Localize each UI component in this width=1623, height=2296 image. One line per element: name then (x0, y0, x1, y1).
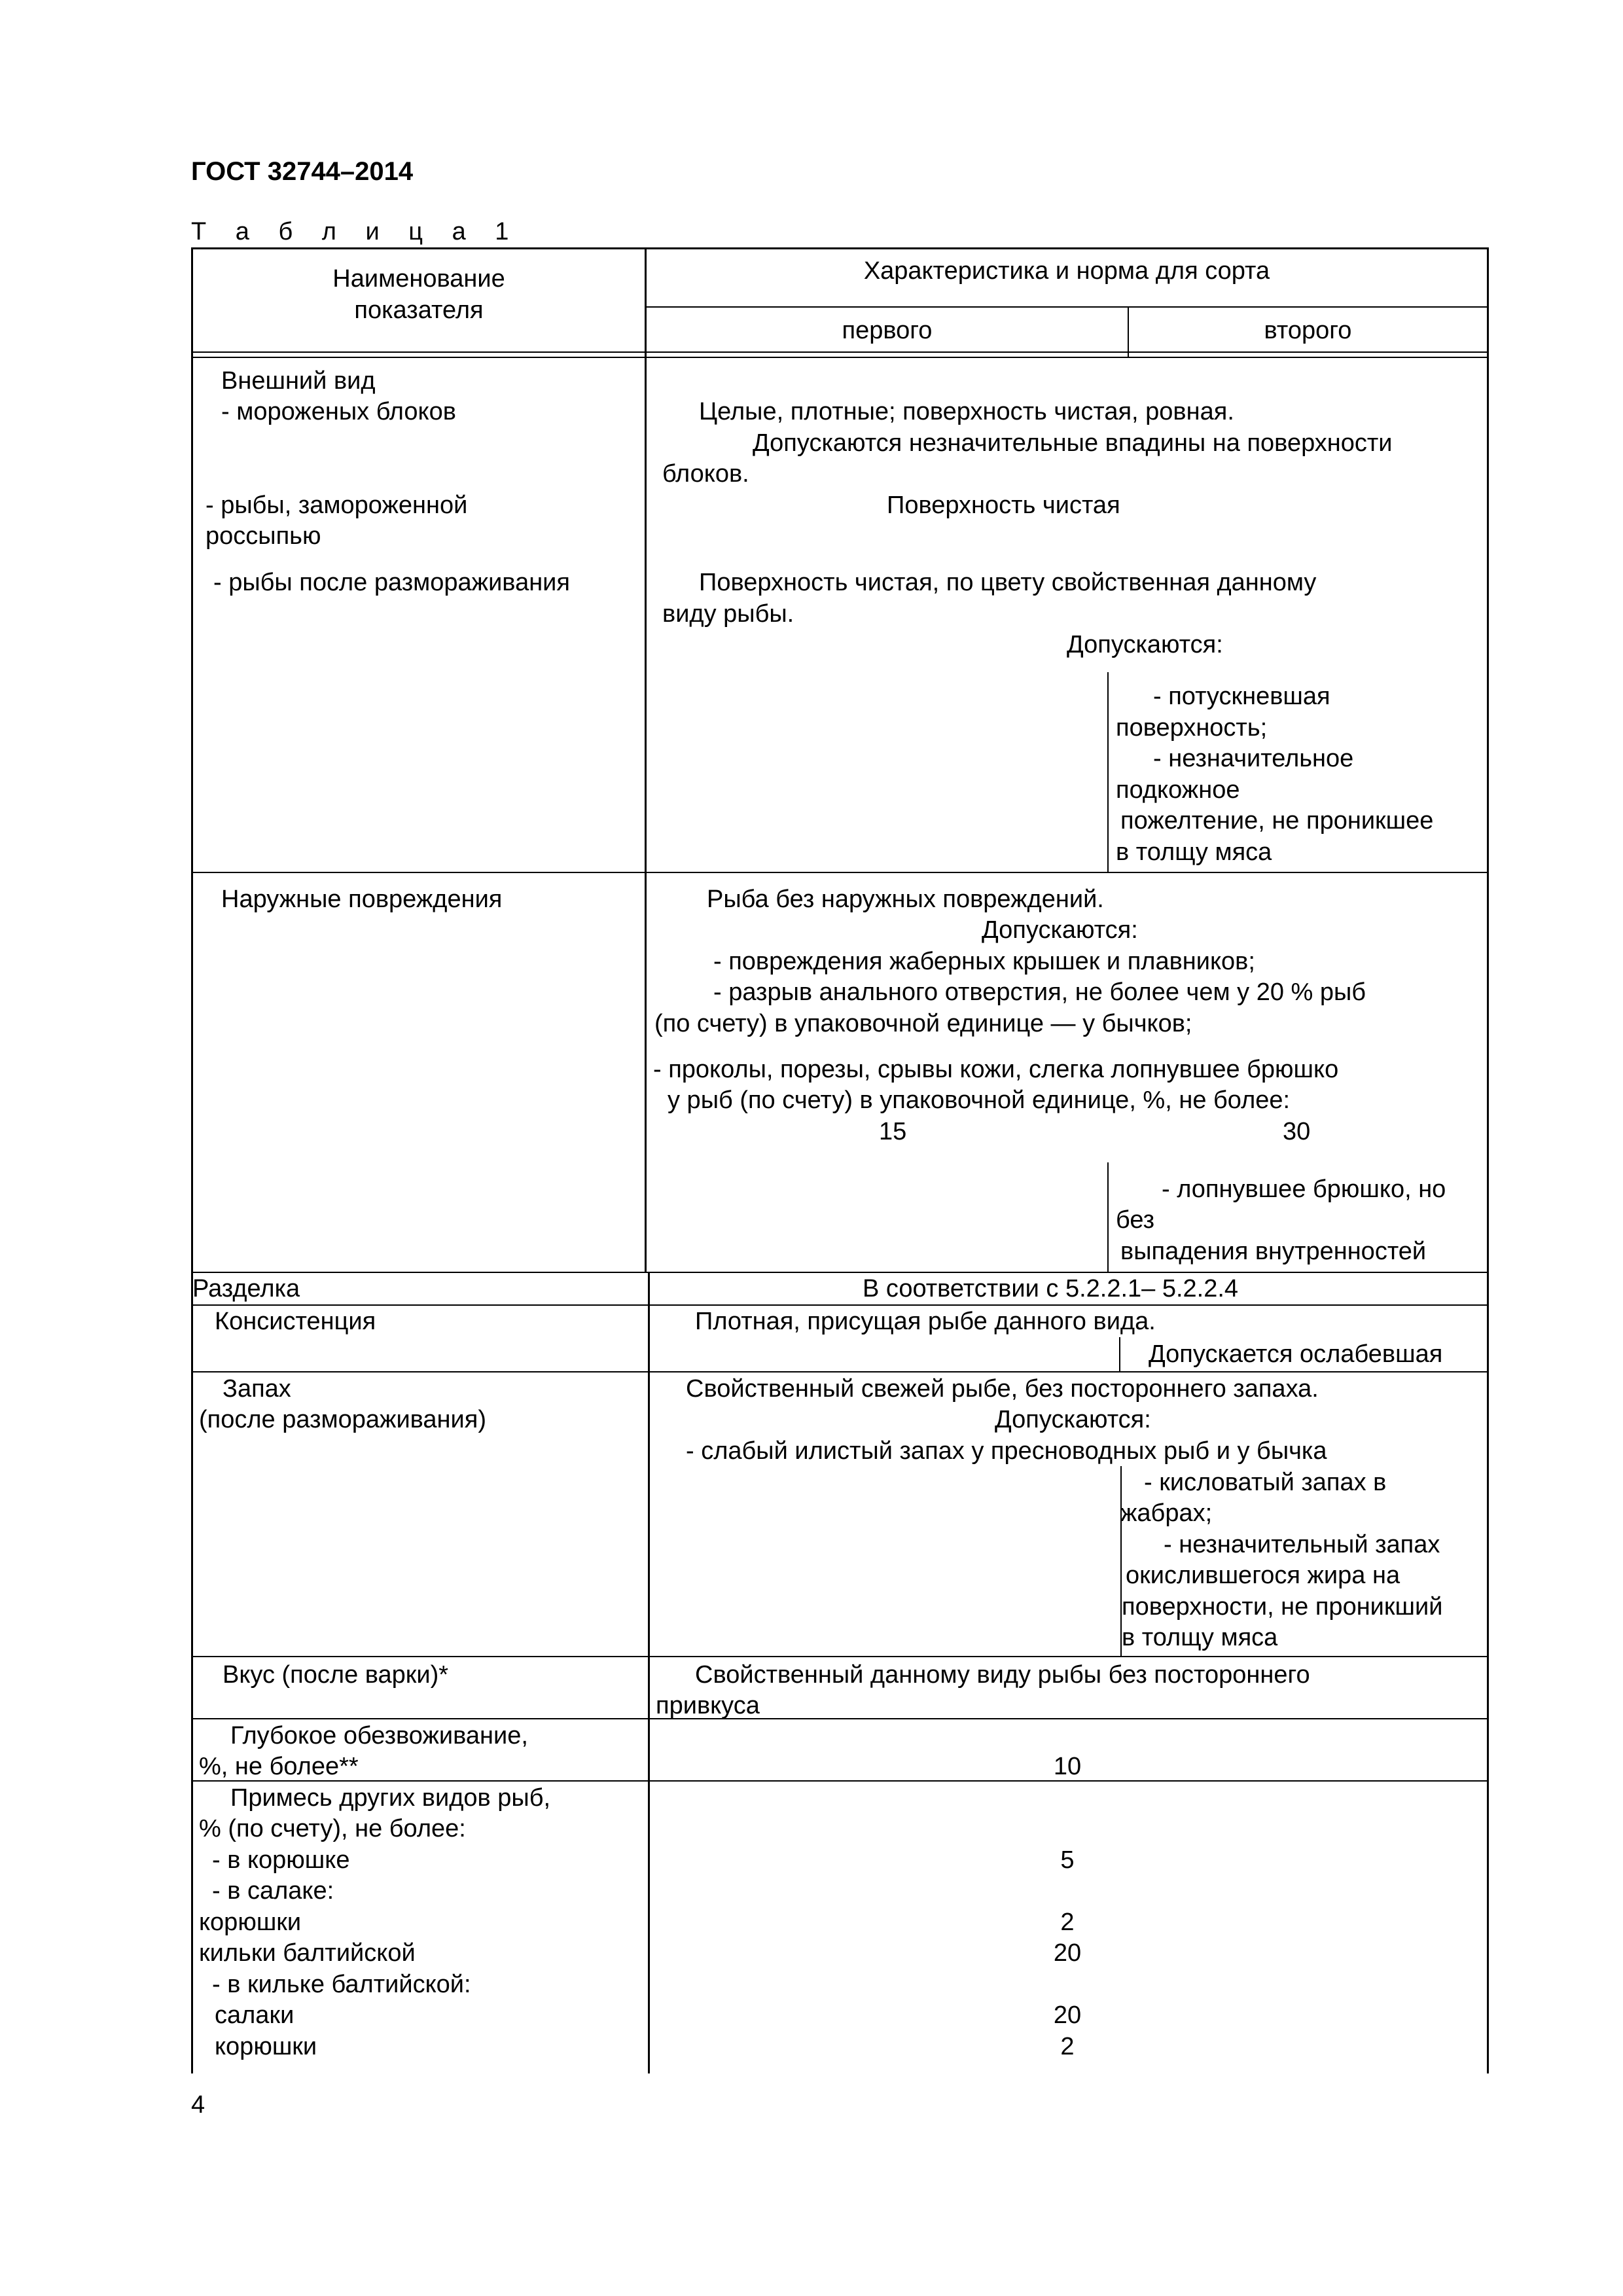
row-sublabel: - рыбы, замороженной (205, 492, 468, 519)
cell-text: (по счету) в упаковочной единице — у бычков; (654, 1010, 1192, 1037)
cell-text: - повреждения жаберных крышек и плавников; (713, 948, 1255, 975)
row-sublabel: - мороженых блоков (221, 398, 456, 425)
cell-text: у рыб (по счету) в упаковочной единице, %, не более: (668, 1086, 1291, 1114)
cell-text: Поверхность чистая (887, 492, 1120, 519)
cell-value: 20 (1053, 1939, 1082, 1967)
row-label: Глубокое обезвоживание, (230, 1722, 528, 1749)
cell-text: выпадения внутренностей (1120, 1238, 1427, 1265)
document-number: ГОСТ 32744–2014 (191, 157, 414, 186)
column-header-characteristic: Характеристика и норма для сорта (863, 257, 1270, 285)
row-sublabel: - рыбы после размораживания (213, 569, 570, 596)
row-label: (после размораживания) (199, 1406, 487, 1433)
cell-value: 20 (1053, 2001, 1082, 2029)
cell-text: жабрах; (1120, 1499, 1213, 1527)
cell-text: - кисловатый запах в (1144, 1469, 1387, 1496)
cell-text: подкожное (1116, 776, 1240, 804)
list-item: - в салаке: (212, 1877, 334, 1905)
cell-value: 10 (1053, 1753, 1082, 1780)
list-item: кильки балтийской (199, 1939, 416, 1967)
row-label: Разделка (192, 1275, 300, 1302)
cell-value: 2 (1060, 2033, 1075, 2060)
list-item: салаки (215, 2001, 294, 2029)
cell-text: Допускаются: (1067, 631, 1223, 658)
row-label: Запах (223, 1375, 291, 1403)
cell-text: - незначительное (1153, 745, 1354, 772)
cell-text: поверхность; (1116, 714, 1268, 742)
column-header-second-grade: второго (1264, 317, 1352, 344)
cell-text: - слабый илистый запах у пресноводных рыб и у бычка (686, 1437, 1327, 1465)
cell-text: привкуса (656, 1692, 760, 1719)
row-label: Внешний вид (221, 367, 376, 395)
cell-text: Допускаются незначительные впадины на поверхности (753, 429, 1393, 457)
row-label: Примесь других видов рыб, (230, 1784, 551, 1812)
cell-text: поверхности, не проникший (1122, 1593, 1443, 1621)
cell-text: - разрыв анального отверстия, не более чем у 20 % рыб (713, 978, 1366, 1006)
column-header-name: Наименование (332, 265, 505, 293)
cell-text: пожелтение, не проникшее (1120, 807, 1434, 834)
table-caption: Т а б л и ц а 1 (191, 218, 520, 245)
cell-text: Рыба без наружных повреждений. (707, 886, 1104, 913)
cell-text: Плотная, присущая рыбе данного вида. (695, 1308, 1156, 1335)
cell-text: Целые, плотные; поверхность чистая, ровная. (699, 398, 1234, 425)
list-item: - в кильке балтийской: (212, 1971, 471, 1998)
list-item: - в корюшке (212, 1846, 350, 1874)
cell-text: виду рыбы. (662, 600, 794, 628)
cell-text: без (1116, 1206, 1155, 1234)
list-item: корюшки (199, 1909, 302, 1936)
row-label: % (по счету), не более: (199, 1815, 466, 1842)
cell-value-second-grade: 30 (1283, 1118, 1311, 1145)
column-header-first-grade: первого (842, 317, 933, 344)
column-header-name-line2: показателя (354, 296, 484, 324)
cell-text: - незначительный запах (1164, 1531, 1440, 1558)
cell-text: - лопнувшее брюшко, но (1162, 1175, 1446, 1203)
cell-text: Поверхность чистая, по цвету свойственная данному (699, 569, 1317, 596)
cell-text: - потускневшая (1153, 683, 1330, 710)
cell-text: Свойственный данному виду рыбы без постороннего (695, 1661, 1310, 1689)
cell-text: Допускаются: (982, 916, 1138, 944)
cell-text: в толщу мяса (1122, 1624, 1278, 1651)
cell-text: Допускаются: (995, 1406, 1151, 1433)
list-item: корюшки (215, 2033, 317, 2060)
row-label: %, не более** (199, 1753, 359, 1780)
cell-text: - проколы, порезы, срывы кожи, слегка лопнувшее брюшко (653, 1056, 1339, 1083)
cell-text: В соответствии с 5.2.2.1– 5.2.2.4 (863, 1275, 1239, 1302)
cell-value: 5 (1060, 1846, 1075, 1874)
page-number: 4 (191, 2091, 205, 2119)
cell-text: Свойственный свежей рыбе, без постороннего запаха. (686, 1375, 1319, 1403)
cell-text: в толщу мяса (1116, 838, 1272, 866)
row-label: Наружные повреждения (221, 886, 503, 913)
cell-value-first-grade: 15 (879, 1118, 907, 1145)
cell-text: Допускается ослабевшая (1149, 1340, 1443, 1368)
cell-text: окислившегося жира на (1126, 1562, 1400, 1589)
row-label: Консистенция (215, 1308, 376, 1335)
cell-value: 2 (1060, 1909, 1075, 1936)
row-sublabel: россыпью (205, 522, 321, 550)
cell-text: блоков. (662, 460, 749, 488)
row-label: Вкус (после варки)* (223, 1661, 449, 1689)
